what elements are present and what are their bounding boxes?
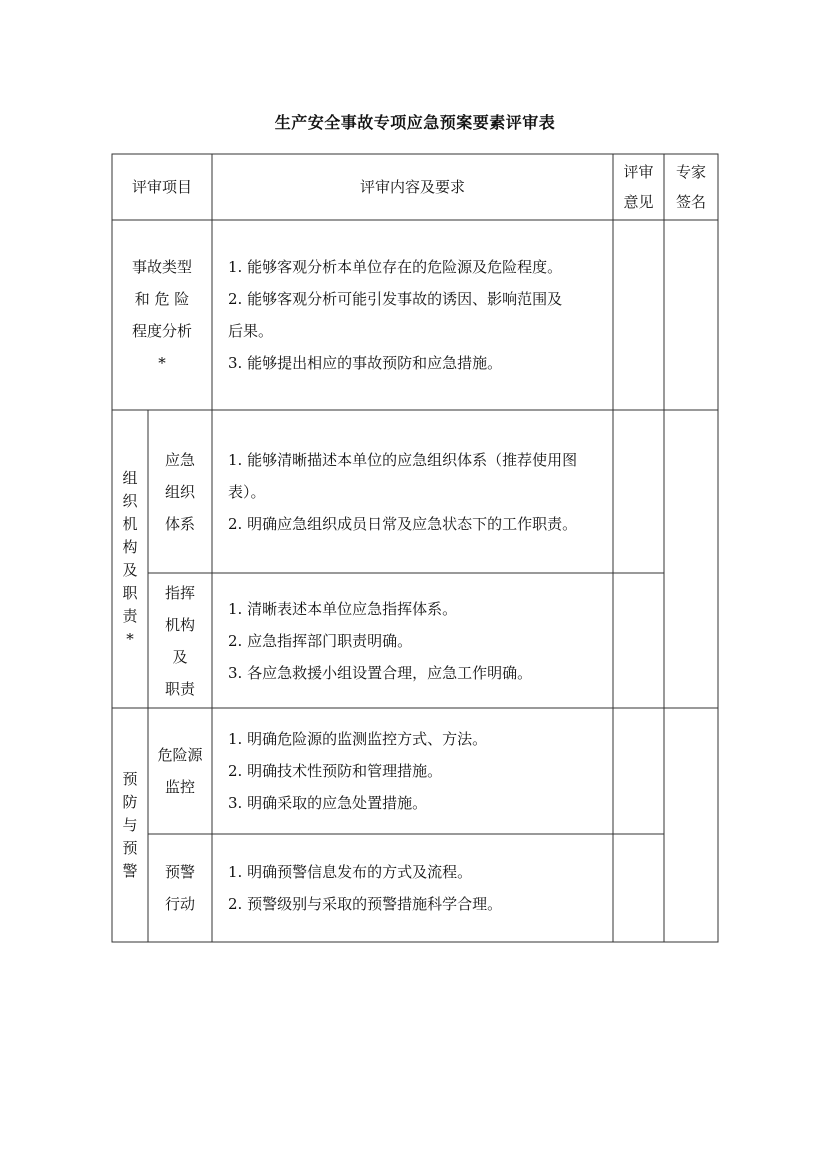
requirement-line: 3. 各应急救援小组设置合理，应急工作明确。 xyxy=(228,663,533,682)
requirement-line: 3. 能够提出相应的事故预防和应急措施。 xyxy=(228,354,503,372)
label-char: 构 xyxy=(122,538,138,556)
label-line: 职责 xyxy=(164,679,195,698)
label-line: 机构 xyxy=(164,615,195,634)
label-line: 和 危 险 xyxy=(134,290,190,308)
label-line: 程度分析 xyxy=(131,322,192,340)
label-char: 防 xyxy=(122,792,138,811)
label-char: 警 xyxy=(122,861,138,880)
header-expert-signature xyxy=(664,154,718,220)
label-char: 组 xyxy=(122,469,138,487)
requirement-line: 1. 明确危险源的监测监控方式、方法。 xyxy=(228,730,488,748)
emergency-organization-requirements xyxy=(212,410,613,573)
command-structure-label xyxy=(148,573,212,708)
requirement-line: 2. 明确应急组织成员日常及应急状态下的工作职责。 xyxy=(228,514,578,533)
label-line: 事故类型 xyxy=(131,258,192,276)
prevention-group-label xyxy=(112,708,148,942)
requirement-line: 2. 能够客观分析可能引发事故的诱因、影响范围及 xyxy=(228,290,563,308)
warning-action-requirements xyxy=(212,834,613,942)
header-review-content xyxy=(212,154,613,220)
label-char: 机 xyxy=(122,515,138,533)
requirement-line: 1. 清晰表述本单位应急指挥体系。 xyxy=(228,599,458,618)
label-line: 行动 xyxy=(164,895,195,913)
label-line: 体系 xyxy=(164,514,195,533)
requirement-line: 后果。 xyxy=(228,322,274,340)
requirement-line: 1. 明确预警信息发布的方式及流程。 xyxy=(228,863,473,881)
label-char: 织 xyxy=(122,492,138,510)
header-opinion-line: 意见 xyxy=(623,193,654,211)
requirement-line: 3. 明确采取的应急处置措施。 xyxy=(228,794,428,812)
star-marker: * xyxy=(158,354,166,372)
requirement-line: 2. 预警级别与采取的预警措施科学合理。 xyxy=(228,895,503,913)
label-line: 预警 xyxy=(164,863,195,881)
header-signature-line: 签名 xyxy=(675,193,706,211)
accident-type-requirements xyxy=(212,220,613,410)
header-opinion-line: 评审 xyxy=(623,163,654,181)
warning-action-label xyxy=(148,834,212,942)
header-review-content-label: 评审内容及要求 xyxy=(359,178,465,196)
requirement-line: 1. 能够清晰描述本单位的应急组织体系（推荐使用图 xyxy=(228,450,578,469)
label-line: 监控 xyxy=(164,778,195,796)
label-line: 指挥 xyxy=(164,583,195,602)
requirement-line: 1. 能够客观分析本单位存在的危险源及危险程度。 xyxy=(228,258,563,276)
label-char: 责 xyxy=(122,607,138,625)
label-line: 危险源 xyxy=(157,746,203,764)
label-char: 职 xyxy=(122,584,138,602)
requirement-line: 表）。 xyxy=(228,482,266,501)
label-char: 与 xyxy=(122,815,138,834)
label-line: 应急 xyxy=(164,450,195,469)
requirement-line: 2. 应急指挥部门职责明确。 xyxy=(228,631,413,650)
label-line: 及 xyxy=(172,647,188,666)
document-title: 生产安全事故专项应急预案要素评审表 xyxy=(274,113,556,132)
star-marker: * xyxy=(126,630,134,648)
command-structure-requirements xyxy=(212,573,613,708)
header-review-item-label: 评审项目 xyxy=(131,178,192,196)
label-char: 预 xyxy=(122,769,138,788)
accident-type-label xyxy=(112,220,212,410)
organization-group-label xyxy=(112,410,148,708)
label-char: 及 xyxy=(122,561,138,579)
hazard-monitoring-requirements xyxy=(212,708,613,834)
header-signature-line: 专家 xyxy=(675,163,706,181)
header-review-opinion xyxy=(613,154,664,220)
requirement-line: 2. 明确技术性预防和管理措施。 xyxy=(228,762,443,780)
hazard-monitoring-label xyxy=(148,708,212,834)
header-review-item xyxy=(112,154,212,220)
emergency-organization-label xyxy=(148,410,212,573)
label-char: 预 xyxy=(122,838,138,857)
label-line: 组织 xyxy=(164,482,195,501)
